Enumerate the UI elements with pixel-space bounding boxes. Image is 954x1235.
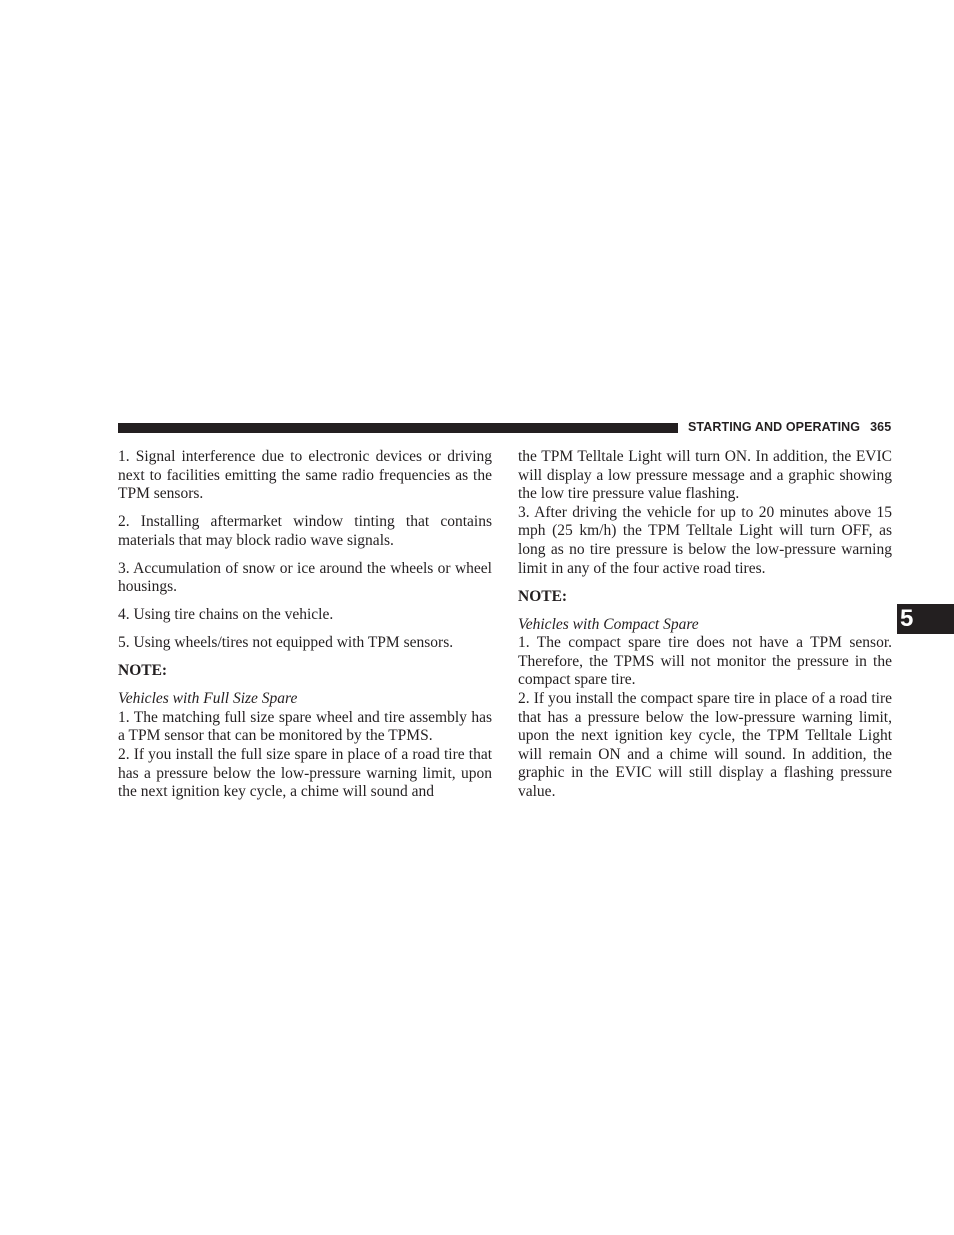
cause-item-1: 1. Signal interference due to electronic devices or driving next to facilities emitting the same radio frequencies as the TPM sensors. — [118, 448, 492, 503]
cause-item-3: 3. Accumulation of snow or ice around the wheels or wheel housings. — [118, 559, 492, 596]
cause-item-4: 4. Using tire chains on the vehicle. — [118, 606, 334, 624]
left-column — [118, 448, 492, 802]
note-label: NOTE: — [118, 662, 168, 680]
cause-item-5: 5. Using wheels/tires not equipped with TPM sensors. — [118, 634, 454, 652]
compact-spare-heading: Vehicles with Compact Spare — [518, 615, 699, 633]
running-header — [688, 420, 891, 434]
section-title: STARTING AND OPERATING — [688, 420, 861, 434]
full-size-spare-heading: Vehicles with Full Size Spare — [118, 690, 298, 708]
full-size-spare-item-3: 3. After driving the vehicle for up to 20 minutes above 15 mph (25 km/h) the TPM Telltale Light will turn OFF, as long as no tire pressure is below the low-pressure warning limit in any of the four active road tires. — [518, 503, 892, 577]
continuation-paragraph: the TPM Telltale Light will turn ON. In addition, the EVIC will display a low pressure message and a graphic showing the low tire pressure value flashing. — [518, 448, 892, 503]
cause-item-2: 2. Installing aftermarket window tinting that contains materials that may block radio wave signals. — [118, 513, 492, 549]
chapter-number: 5 — [900, 605, 914, 632]
compact-spare-item-2: 2. If you install the compact spare tire in place of a road tire that has a pressure below the low-pressure warning limit, upon the next ignition key cycle, the TPM Telltale Light will remain ON and a chime will sound. In addition, the graphic in the EVIC will still display a flashing pressure value. — [518, 689, 892, 800]
header-rule — [118, 423, 678, 433]
note-label-2: NOTE: — [518, 587, 568, 605]
full-size-spare-item-2: 2. If you install the full size spare in place of a road tire that has a pressure below the low-pressure warning limit, upon the next ignition key cycle, a chime will sound and — [118, 746, 492, 801]
compact-spare-item-1: 1. The compact spare tire does not have a TPM sensor. Therefore, the TPMS will not monitor the pressure in the compact spare tire. — [518, 634, 892, 689]
chapter-tab — [897, 604, 954, 634]
page-number: 365 — [870, 420, 892, 434]
full-size-spare-item-1: 1. The matching full size spare wheel and tire assembly has a TPM sensor that can be monitored by the TPMS. — [118, 708, 492, 745]
right-column — [518, 448, 892, 801]
